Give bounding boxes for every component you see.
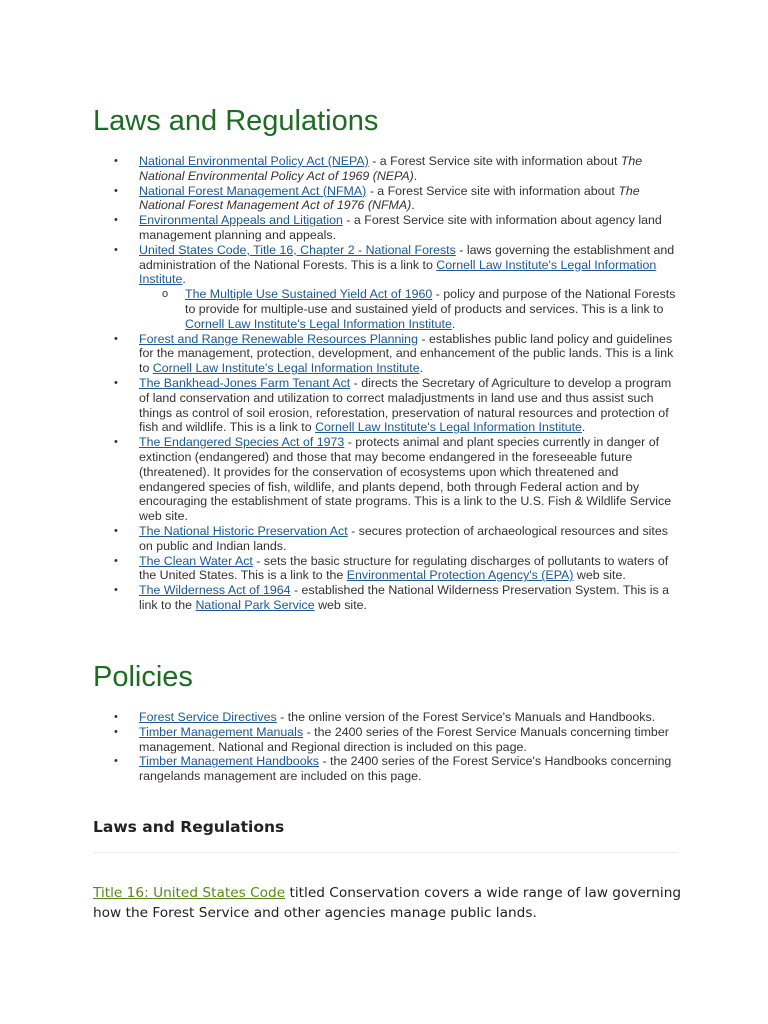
nfma-link[interactable]: National Forest Management Act (NFMA) xyxy=(139,183,367,198)
list-item xyxy=(93,184,678,214)
list-item xyxy=(93,725,678,755)
epa-link[interactable]: Environmental Protection Agency's (EPA) xyxy=(346,568,574,583)
bankhead-jones-link[interactable]: The Bankhead-Jones Farm Tenant Act xyxy=(139,375,351,390)
laws-list xyxy=(93,154,678,613)
item-text: - establishes public land policy and guidelines for the management, protection, development, and enhancement of the public lands. This is a link to xyxy=(139,331,674,376)
wilderness-act-link[interactable]: The Wilderness Act of 1964 xyxy=(139,583,291,598)
rpa-link[interactable]: Forest and Range Renewable Resources Planning xyxy=(139,331,418,346)
cornell-link[interactable]: Cornell Law Institute's Legal Information Institute xyxy=(139,257,657,287)
item-text: - a Forest Service site with information about xyxy=(366,183,619,198)
list-item xyxy=(93,583,678,613)
list-item xyxy=(93,710,678,725)
nhpa-link[interactable]: The National Historic Preservation Act xyxy=(139,523,348,538)
sub-list xyxy=(139,287,678,331)
item-text: - the 2400 series of the Forest Service Manuals concerning timber management. National and Regional direction is included on this page. xyxy=(139,724,669,754)
item-text: . xyxy=(581,420,586,435)
title16-paragraph xyxy=(93,883,683,923)
item-text: web site. xyxy=(573,568,626,583)
item-text: - laws governing the establishment and administration of the National Forests. This is a link to xyxy=(139,242,675,272)
policies-heading: Policies xyxy=(93,661,193,693)
laws-subheading: Laws and Regulations xyxy=(93,818,285,836)
list-item xyxy=(93,435,678,524)
cornell-link[interactable]: Cornell Law Institute's Legal Information Institute xyxy=(185,316,452,331)
paragraph-text: titled Conservation covers a wide range of law governing how the Forest Service and other agencies manage public lands. xyxy=(93,885,682,921)
item-text: - a Forest Service site with information about agency land management planning and appeals. xyxy=(139,213,662,242)
list-item xyxy=(93,754,678,784)
item-text: . xyxy=(451,316,456,331)
item-text: - sets the basic structure for regulating discharges of pollutants to waters of the United States. This is a link to the xyxy=(139,553,669,583)
item-text: . xyxy=(419,361,424,376)
list-item xyxy=(93,376,678,435)
item-text: . xyxy=(182,272,186,287)
item-text: - established the National Wilderness Preservation System. This is a link to the xyxy=(139,583,670,612)
sub-list-item xyxy=(139,287,678,331)
directives-link[interactable]: Forest Service Directives xyxy=(139,710,277,724)
nps-link[interactable]: National Park Service xyxy=(195,597,315,612)
item-text: - secures protection of archaeological resources and sites on public and Indian lands. xyxy=(139,523,668,553)
item-text: - directs the Secretary of Agriculture to develop a program of land conservation and utilization to correct maladjustments in land use and thus assist such things as control of soil erosion, reforestation, preservation of natural resources and protection of fish and wildlife. This is a link to xyxy=(139,375,672,435)
cornell-link[interactable]: Cornell Law Institute's Legal Information Institute xyxy=(315,420,582,435)
list-item xyxy=(93,213,678,243)
usc-title16-link[interactable]: United States Code, Title 16, Chapter 2 - National Forests xyxy=(139,242,456,257)
timber-manuals-link[interactable]: Timber Management Manuals xyxy=(139,724,304,739)
list-item xyxy=(93,524,678,554)
item-text: - policy and purpose of the National Forests to provide for multiple-use and sustained yield of products and services. This is a link to xyxy=(185,287,676,316)
musya-link[interactable]: The Multiple Use Sustained Yield Act of 1960 xyxy=(185,287,433,302)
item-italic: The National Forest Management Act of 1976 (NFMA) xyxy=(139,183,640,213)
item-text: - the online version of the Forest Service's Manuals and Handbooks. xyxy=(276,710,656,724)
item-text: . xyxy=(411,198,415,213)
list-item xyxy=(93,332,678,376)
list-item xyxy=(93,243,678,332)
item-text: - a Forest Service site with information about xyxy=(368,154,621,168)
divider xyxy=(93,852,678,853)
esa-link[interactable]: The Endangered Species Act of 1973 xyxy=(139,435,345,450)
clean-water-act-link[interactable]: The Clean Water Act xyxy=(139,553,253,568)
laws-heading: Laws and Regulations xyxy=(93,105,379,137)
timber-handbooks-link[interactable]: Timber Management Handbooks xyxy=(139,754,319,769)
item-text: web site. xyxy=(314,597,367,612)
policies-list xyxy=(93,710,678,784)
cornell-link[interactable]: Cornell Law Institute's Legal Information Institute xyxy=(152,361,420,376)
item-text: - the 2400 series of the Forest Service's Handbooks concerning rangelands management are included on this page. xyxy=(139,754,672,784)
list-item xyxy=(93,154,678,184)
list-item xyxy=(93,554,678,584)
item-italic: The National Environmental Policy Act of 1969 (NEPA) xyxy=(139,154,643,183)
item-text: - protects animal and plant species currently in danger of extinction (endangered) and those that may become endangered in the foreseeable future (threatened). It provides for the conservation of ecosystems upon which threatened and endangered species of fish, wildlife, and plants depend, both through Federal action and by encouraging the establishment of state programs. This is a link to the U.S. Fish & Wildlife Service web site. xyxy=(139,435,672,524)
appeals-link[interactable]: Environmental Appeals and Litigation xyxy=(139,213,343,228)
item-text: . xyxy=(413,168,418,183)
nepa-link[interactable]: National Environmental Policy Act (NEPA) xyxy=(139,154,369,168)
title16-link[interactable]: Title 16: United States Code xyxy=(93,885,286,901)
